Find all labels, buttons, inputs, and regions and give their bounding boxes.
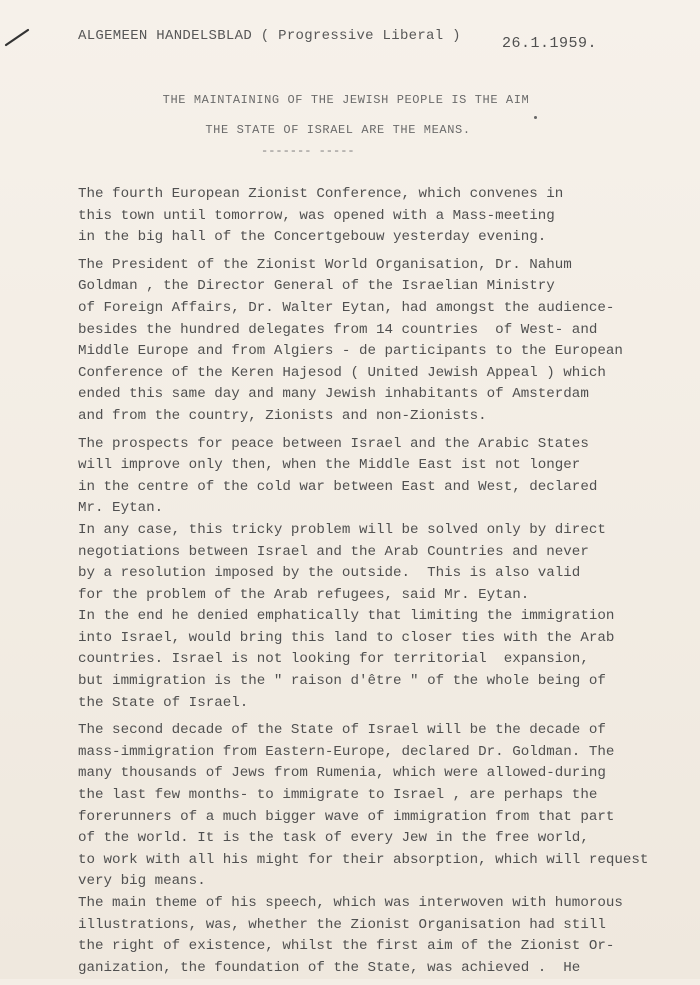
text-line: The President of the Zionist World Organisation, Dr. Nahum	[78, 256, 572, 273]
text-line: will improve only then, when the Middle East ist not longer	[78, 457, 581, 474]
text-line: The prospects for peace between Israel and the Arabic States	[78, 435, 589, 452]
text-line: forerunners of a much bigger wave of immigration from that part	[78, 808, 615, 825]
text-line: The fourth European Zionist Conference, which convenes in	[78, 186, 564, 202]
newspaper-masthead: ALGEMEEN HANDELSBLAD ( Progressive Liberal )	[78, 28, 461, 44]
text-line: besides the hundred delegates from 14 countries of West- and	[78, 321, 598, 338]
text-line: for the problem of the Arab refugees, said Mr. Eytan.	[78, 586, 530, 603]
text-line: into Israel, would bring this land to closer ties with the Arab	[78, 629, 615, 646]
text-line: the State of Israel.	[78, 694, 249, 711]
pen-stroke-mark	[4, 27, 30, 47]
text-line: of the world. It is the task of every Jew in the free world,	[78, 830, 589, 847]
text-line: illustrations, was, whether the Zionist Organisation had still	[78, 916, 606, 933]
article-date: 26.1.1959.	[502, 35, 598, 52]
article-paragraph	[78, 255, 698, 428]
headline-line-1: THE MAINTAINING OF THE JEWISH PEOPLE IS THE AIM	[162, 93, 530, 107]
stray-dot	[534, 116, 537, 119]
text-line: of Foreign Affairs, Dr. Walter Eytan, had amongst the audience-	[78, 299, 615, 316]
text-line: the last few months- to immigrate to Israel , are perhaps the	[78, 787, 598, 804]
text-line: by a resolution imposed by the outside. This is also valid	[78, 565, 581, 582]
headline-line-2: THE STATE OF ISRAEL ARE THE MEANS.	[205, 123, 471, 137]
text-line: and from the country, Zionists and non-Zionists.	[78, 407, 487, 424]
text-line: countries. Israel is not looking for territorial expansion,	[78, 651, 589, 668]
text-line: The second decade of the State of Israel will be the decade of	[78, 722, 606, 739]
text-line: Conference of the Keren Hajesod ( United Jewish Appeal ) which	[78, 364, 606, 381]
text-line: Middle Europe and from Algiers - de participants to the European	[78, 343, 623, 360]
text-line: to work with all his might for their absorption, which will request	[78, 851, 649, 868]
text-line: In the end he denied emphatically that limiting the immigration	[78, 608, 615, 625]
text-line: but immigration is the " raison d'être " of the whole being of	[78, 673, 606, 690]
article-paragraph	[78, 184, 698, 249]
text-line: ganization, the foundation of the State, was achieved . He	[78, 959, 581, 976]
text-line: very big means.	[78, 873, 206, 890]
text-line: Goldman , the Director General of the Israelian Ministry	[78, 278, 555, 295]
text-line: The main theme of his speech, which was interwoven with humorous	[78, 895, 623, 911]
text-line: many thousands of Jews from Rumenia, which were allowed-during	[78, 765, 606, 782]
headline-underline: ------- -----	[261, 144, 355, 158]
text-line: negotiations between Israel and the Arab Countries and never	[78, 543, 589, 560]
article-body	[78, 184, 698, 985]
article-paragraph	[78, 434, 698, 715]
text-line: the right of existence, whilst the first aim of the Zionist Or-	[78, 938, 615, 955]
text-line: mass-immigration from Eastern-Europe, declared Dr. Goldman. The	[78, 743, 615, 760]
text-line: ended this same day and many Jewish inhabitants of Amsterdam	[78, 386, 589, 403]
text-line: this town until tomorrow, was opened with a Mass-meeting	[78, 207, 555, 224]
text-line: in the centre of the cold war between East and West, declared	[78, 478, 598, 495]
text-line: Mr. Eytan.	[78, 500, 164, 517]
text-line: in the big hall of the Concertgebouw yesterday evening.	[78, 229, 547, 246]
text-line: In any case, this tricky problem will be solved only by direct	[78, 521, 606, 538]
article-paragraph	[78, 720, 698, 979]
